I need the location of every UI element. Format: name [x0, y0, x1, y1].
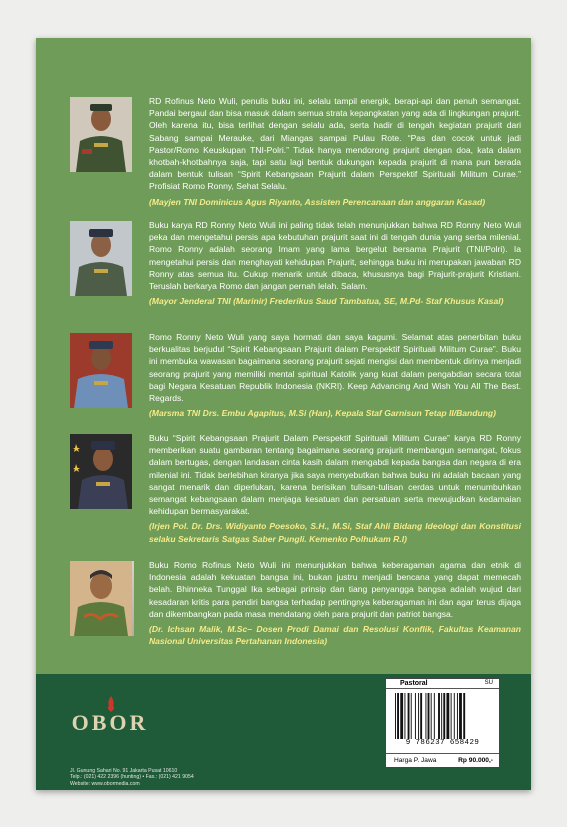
barcode-bar	[411, 693, 412, 739]
testimonial-text-2	[149, 219, 521, 307]
address-line: Telp.: (021) 422 2396 (hunting) • Fax.: (021) 421 9054	[70, 774, 194, 781]
testimonial-paragraph: Buku “Spirit Kebangsaan Prajurit Dalam Perspektif Spirituali Militum Curae” karya RD Ronny memberikan suatu gambaran tentang bagaimana seorang prajurit membangun semangat, fokus dalam bertugas, dengan landasan cinta kasih dalam mengabdi kepada bangsa dan negara di era milenial ini. Tidak berlebihan kiranya jika saya menyebutkan bahwa buku ini adalah bacaan yang sangat menarik dan diperlukan, karena berisikan tulisan-tulisan cerdas untuk menumbuhkan semangat kebangsaan dalam menjaga kesatuan dan persatuan serta mewujudkan kedamaian kehidupan bermasyarakat.	[149, 433, 521, 517]
portrait-photo-3	[70, 333, 132, 408]
barcode-bar	[425, 693, 426, 739]
testimonial-attribution: (Irjen Pol. Dr. Drs. Widiyanto Poesoko, S.H., M.Si, Staf Ahli Bidang Ideologi dan Konstitusi selaku Sekretaris Satgas Saber Pungli. Kemenko Polhukam R.I)	[149, 521, 521, 544]
barcode-bar	[395, 693, 396, 739]
testimonial-attribution: (Dr. Ichsan Malik, M.Sc– Dosen Prodi Damai dan Resolusi Konflik, Fakultas Keamanan Nasional Universitas Pertahanan Indonesia)	[149, 624, 521, 647]
testimonial-attribution: (Mayjen TNI Dominicus Agus Riyanto, Assisten Perencanaan dan anggaran Kasad)	[149, 196, 486, 207]
barcode-bar	[434, 693, 435, 739]
testimonial-text-4	[149, 432, 521, 545]
book-category: Pastoral	[400, 680, 428, 687]
barcode-bar	[408, 693, 410, 739]
address-line: Jl. Gunung Sahari No. 91 Jakarta Pusat 10610	[70, 768, 178, 774]
testimonial-attribution: (Marsma TNI Drs. Embu Agapitus, M.Si (Han), Kepala Staf Garnisun Tetap II/Bandung)	[149, 408, 496, 419]
barcode-bar	[420, 693, 422, 739]
price-value: Rp 90.000,-	[458, 757, 493, 764]
publisher-logo	[70, 702, 150, 742]
testimonial-text-3	[149, 331, 521, 419]
barcode-bar	[404, 693, 405, 739]
testimonial-attribution: (Mayor Jenderal TNI (Marinir) Frederikus Saud Tambatua, SE, M.Pd- Staf Khusus Kasal)	[149, 296, 504, 307]
barcode-bar	[446, 693, 449, 739]
barcode-bar	[463, 693, 465, 739]
testimonial-text-5	[149, 559, 521, 647]
category-code: SU	[484, 680, 493, 686]
publisher-logo-text: OBOR	[71, 710, 149, 735]
portrait-photo-4	[70, 434, 132, 509]
price-label: Harga P. Jawa	[394, 757, 437, 764]
isbn-barcode-box	[385, 678, 500, 768]
barcode-bar	[415, 693, 416, 739]
barcode-bar	[438, 693, 440, 739]
back-cover	[36, 38, 531, 790]
publisher-address	[70, 768, 270, 787]
testimonial-paragraph: RD Rofinus Neto Wuli, penulis buku ini, selalu tampil energik, berapi-api dan penuh semangat. Pandai bergaul dan bisa masuk dalam semua strata kepangkatan yang ada di lingkungan prajurit. Oleh karena itu, bisa terlihat dengan selalu ada, serta hadir di tengah kegiatan prajurit dari Sabang sampai Merauke, dari Miangas sampai Pulau Rote. “Pas dan cocok untuk jadi Pastor/Romo Keuskupan TNI-Polri.” Tidak hanya mendorong prajurit dengan doa, kata dalam khotbah-khotbahnya saja, tapi satu lagi bentuk dukungan kepada prajurit di mana pun berada dalam bentuk tulisan “Spirit Kebangsaan Prajurit dalam Perspektif Spirituali Militum Curae.” Profisiat Romo Ronny, Sehat Selalu.	[149, 96, 521, 192]
portrait-photo-5	[70, 561, 134, 636]
testimonial-paragraph: Buku Romo Rofinus Neto Wuli ini menunjukkan bahwa keberagaman agama dan etnik di Indonesia adalah kekuatan bangsa ini, bukan justru menjadi bencana yang dapat memecah belah. Bhinneka Tunggal Ika sebagai prinsip dan tiang penyangga bangsa adalah wujud dari kesadaran kritis para pendiri bangsa terhadap pentingnya keberagaman ini dan agar terus dijaga dan dikembangkan pada masa mendatang oleh para prajurit dan patriot bangsa.	[149, 560, 521, 619]
barcode-bar	[418, 693, 419, 739]
barcode-bar	[400, 693, 403, 739]
barcode-bar	[428, 693, 430, 739]
testimonial-paragraph: Buku karya RD Ronny Neto Wuli ini paling tidak telah menunjukkan bahwa RD Ronny Neto Wuli peka dan mengetahui persis apa kebutuhan prajurit saat ini di tengah dunia yang serba milenial. Romo Ronny adalah seorang Imam yang lama bergelut bersama Prajurit (TNI/Polri). Ia mengetahui persis dan menghayati kehidupan Prajurit, sehingga buku ini merupakan jawaban RD Ronny atas semua itu. Cukup menarik untuk dibaca, khususnya bagi Prajurit-prajurit Kristiani. Teruslah berkarya Romo dan jangan pernah lelah. Salam.	[149, 220, 521, 292]
barcode-bar	[457, 693, 458, 739]
barcode-header	[386, 679, 499, 689]
price-row	[386, 753, 499, 768]
barcode-bar	[441, 693, 442, 739]
isbn-number: 9 786237 658429	[405, 739, 480, 747]
barcode-bar	[454, 693, 455, 739]
barcode-bar	[443, 693, 445, 739]
portrait-photo-2	[70, 221, 132, 296]
publisher-footer	[36, 674, 531, 790]
portrait-photo-1	[70, 97, 132, 172]
barcode-bars	[394, 693, 492, 739]
testimonial-text-1	[149, 95, 521, 208]
barcode-bar	[431, 693, 432, 739]
address-line: Website: www.obormedia.com	[70, 780, 140, 787]
barcode-bar	[451, 693, 452, 739]
barcode-bar	[397, 693, 399, 739]
barcode-bar	[459, 693, 462, 739]
testimonial-paragraph: Romo Ronny Neto Wuli yang saya hormati dan saya kagumi. Selamat atas penerbitan buku berkualitas berjudul “Spirit Kebangsaan Prajurit dalam Perspektif Spirituali Militum Curae”. Buku ini membuka wawasan bagaimana seorang prajurit sejati mengisi dan membentuk dirinya menjadi seorang prajurit yang memiliki mental spiritual Katolik yang kuat dalam pengabdian secara total bagi Negara Kesatuan Republik Indonesia (NKRI). Keep Advancing And Wish You All The Best. Regards.	[149, 332, 521, 404]
